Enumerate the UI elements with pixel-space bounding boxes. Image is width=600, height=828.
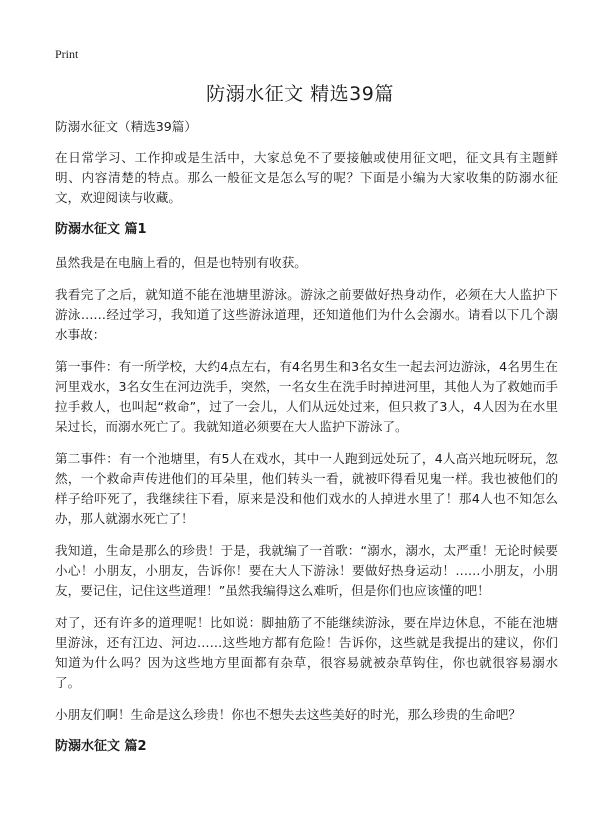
document-title: 防溺水征文 精选39篇 <box>206 83 394 105</box>
section-heading-2: 防溺水征文 篇2 <box>55 739 147 754</box>
document-subtitle: 防溺水征文（精选39篇） <box>55 119 197 134</box>
paragraph: 小朋友们啊！生命是这么珍贵！你也不想失去这些美好的时光，那么珍贵的生命吧？ <box>55 707 521 722</box>
paragraph: 虽然我是在电脑上看的，但是也特别有收获。 <box>55 255 307 270</box>
paragraph: 对了，还有许多的道理呢！比如说：脚抽筋了不能继续游泳，要在岸边休息，不能在池塘里游泳，还有江边、河边……这些地方都有危险！告诉你，这些就是我提出的建议，你们知道为什么吗？因为这些地方里面都有杂草，很容易就被杂草钩住，你也就很容易溺水了。 <box>55 615 558 690</box>
intro-paragraph: 在日常学习、工作抑或是生活中，大家总免不了要接触或使用征文吧，征文具有主题鲜明、内容清楚的特点。那么一般征文是怎么写的呢？下面是小编为大家收集的防溺水征文，欢迎阅读与收藏。 <box>55 150 558 205</box>
paragraph: 我知道，生命是那么的珍贵！于是，我就编了一首歌：“溺水，溺水，太严重！无论时候要小心！小朋友，小朋友，告诉你！要在大人下游泳！要做好热身运动！……小朋友，小朋友，要记住，记住这些道理！”虽然我编得这么难听，但是你们也应该懂的吧！ <box>55 543 558 598</box>
section-heading-1: 防溺水征文 篇1 <box>55 222 147 237</box>
paragraph: 我看完了之后，就知道不能在池塘里游泳。游泳之前要做好热身动作，必须在大人监护下游泳……经过学习，我知道了这些游泳道理，还知道他们为什么会溺水。请看以下几个溺水事故： <box>55 287 558 342</box>
document-body <box>55 117 558 770</box>
paragraph: 第二事件：有一个池塘里，有5人在戏水，其中一人跑到远处玩了，4人高兴地玩呀玩，忽然，一个救命声传进他们的耳朵里，他们转头一看，就被吓得看见鬼一样。我也被他们的样子给吓死了，我继续往下看，原来是没和他们戏水的人掉进水里了！那4人也不知怎么办，那人就溺水死亡了！ <box>55 451 558 526</box>
paragraph: 第一事件：有一所学校，大约4点左右，有4名男生和3名女生一起去河边游泳，4名男生在河里戏水，3名女生在河边洗手，突然，一名女生在洗手时掉进河里，其他人为了救她而手拉手救人，也叫起“救命”，过了一会儿，人们从远处过来，但只救了3人，4人因为在水里呆过长，而溺水死亡了。我就知道必须要在大人监护下游泳了。 <box>55 359 558 434</box>
print-link[interactable]: Print <box>55 47 79 61</box>
